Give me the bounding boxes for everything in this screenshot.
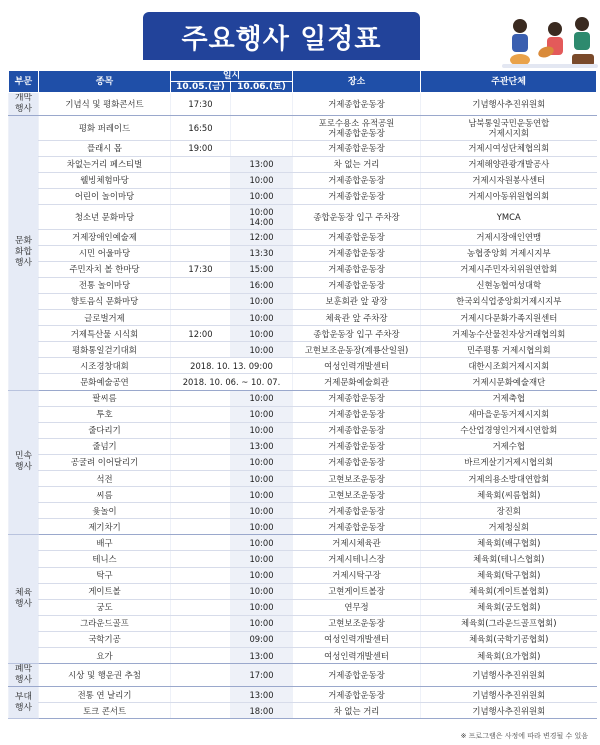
organizer-cell: 거제청실회 [421, 519, 597, 535]
event-schedule-table [8, 70, 597, 719]
venue-cell: 거제종합운동장 [293, 519, 421, 535]
organizer-cell: 바르게살기거제시협의회 [421, 454, 597, 470]
date2-cell: 10:00 [231, 422, 293, 438]
musicians-illustration [500, 14, 600, 74]
organizer-cell: 거제시다문화가족지원센터 [421, 310, 597, 326]
event-cell: 요가 [39, 648, 171, 664]
date1-cell [171, 422, 231, 438]
date1-cell: 12:00 [171, 326, 231, 342]
date2-cell: 10:00 [231, 567, 293, 583]
date2-cell: 10:00 [231, 326, 293, 342]
date2-cell: 17:00 [231, 664, 293, 687]
header-date-1: 10.05.(금) [171, 82, 231, 93]
date2-cell: 10:00 [231, 454, 293, 470]
table-row [9, 277, 597, 293]
venue-cell: 거제종합운동장 [293, 261, 421, 277]
table-row [9, 503, 597, 519]
organizer-cell: 거제시여성단체협의회 [421, 140, 597, 156]
venue-cell: 고현보조운동장 [293, 615, 421, 631]
category-cell: 민속 행사 [9, 390, 39, 535]
table-row [9, 664, 597, 687]
schedule-body [9, 93, 597, 719]
organizer-cell: 농협중앙회 거제시지부 [421, 245, 597, 261]
table-row [9, 422, 597, 438]
event-cell: 투호 [39, 406, 171, 422]
table-row [9, 535, 597, 551]
organizer-cell: YMCA [421, 204, 597, 229]
venue-cell: 보훈회관 앞 광장 [293, 293, 421, 309]
venue-cell: 거제종합운동장 [293, 406, 421, 422]
category-cell: 문화 화합 행사 [9, 116, 39, 391]
date1-cell [171, 293, 231, 309]
venue-cell: 거제문화예술회관 [293, 374, 421, 390]
date1-cell: 19:00 [171, 140, 231, 156]
venue-cell: 거제종합운동장 [293, 390, 421, 406]
table-row [9, 438, 597, 454]
date2-cell: 10:00 [231, 310, 293, 326]
date1-cell [171, 599, 231, 615]
event-cell: 플래시 몹 [39, 140, 171, 156]
organizer-cell: 체육회(그라운드골프협회) [421, 615, 597, 631]
date1-cell [171, 567, 231, 583]
date1-cell [171, 156, 231, 172]
table-row [9, 261, 597, 277]
venue-cell: 거제종합운동장 [293, 422, 421, 438]
event-cell: 팔씨름 [39, 390, 171, 406]
table-row [9, 140, 597, 156]
table-row [9, 631, 597, 647]
table-row [9, 116, 597, 141]
date1-cell [171, 229, 231, 245]
venue-cell: 여성인력개발센터 [293, 358, 421, 374]
footnote: ※ 프로그램은 사정에 따라 변경될 수 있음 [460, 732, 588, 740]
date1-cell [171, 487, 231, 503]
date2-cell: 13:00 [231, 648, 293, 664]
date1-cell [171, 519, 231, 535]
table-row [9, 551, 597, 567]
table-row [9, 519, 597, 535]
venue-cell: 거제종합운동장 [293, 172, 421, 188]
event-cell: 전통 놀이마당 [39, 277, 171, 293]
date1-cell: 17:30 [171, 261, 231, 277]
venue-cell: 종합운동장 입구 주차장 [293, 326, 421, 342]
date1-cell [171, 631, 231, 647]
event-cell: 국학기공 [39, 631, 171, 647]
table-row [9, 374, 597, 390]
table-row [9, 599, 597, 615]
event-cell: 씨름 [39, 487, 171, 503]
event-cell: 석전 [39, 470, 171, 486]
date1-cell [171, 406, 231, 422]
event-cell: 시조경창대회 [39, 358, 171, 374]
date1-cell [171, 454, 231, 470]
date1-cell [171, 310, 231, 326]
venue-cell: 체육관 앞 주차장 [293, 310, 421, 326]
organizer-cell: 거제해양관광개발공사 [421, 156, 597, 172]
category-cell: 부대 행사 [9, 687, 39, 719]
date1-cell [171, 438, 231, 454]
table-row [9, 703, 597, 719]
date1-cell [171, 277, 231, 293]
organizer-cell: 기념행사추진위원회 [421, 687, 597, 703]
date1-cell [171, 188, 231, 204]
header-venue: 장소 [293, 71, 421, 93]
date2-cell: 15:00 [231, 261, 293, 277]
organizer-cell: 체육회(국학기공협회) [421, 631, 597, 647]
venue-cell: 거제종합운동장 [293, 454, 421, 470]
organizer-cell: 기념행사추진위원회 [421, 93, 597, 116]
event-cell: 그라운드골프 [39, 615, 171, 631]
date2-cell: 13:00 [231, 156, 293, 172]
venue-cell: 거제종합운동장 [293, 93, 421, 116]
venue-cell: 종합운동장 입구 주차장 [293, 204, 421, 229]
date2-cell: 10:00 [231, 293, 293, 309]
date1-cell: 17:30 [171, 93, 231, 116]
organizer-cell: 체육회(게이트볼협회) [421, 583, 597, 599]
event-cell: 공굴려 이어달리기 [39, 454, 171, 470]
event-cell: 시상 및 행운권 추첨 [39, 664, 171, 687]
event-cell: 게이트볼 [39, 583, 171, 599]
event-cell: 줄다리기 [39, 422, 171, 438]
date2-cell: 12:00 [231, 229, 293, 245]
venue-cell: 거제종합운동장 [293, 229, 421, 245]
event-cell: 주민자치 볼 한마당 [39, 261, 171, 277]
date2-cell: 10:00 [231, 551, 293, 567]
organizer-cell: 거제농수산물친자상거래협의회 [421, 326, 597, 342]
event-cell: 평화통일걷기대회 [39, 342, 171, 358]
organizer-cell: 거제시자원봉사센터 [421, 172, 597, 188]
event-cell: 평화 퍼레이드 [39, 116, 171, 141]
date1-cell [171, 615, 231, 631]
organizer-cell: 체육회(테니스협회) [421, 551, 597, 567]
table-row [9, 172, 597, 188]
event-cell: 토크 콘서트 [39, 703, 171, 719]
venue-cell: 연무정 [293, 599, 421, 615]
event-cell: 청소년 문화마당 [39, 204, 171, 229]
category-cell: 개막 행사 [9, 93, 39, 116]
venue-cell: 차 없는 거리 [293, 156, 421, 172]
organizer-cell: 체육회(요가협회) [421, 648, 597, 664]
table-row [9, 487, 597, 503]
date1-cell [171, 687, 231, 703]
header-date-2: 10.06.(토) [231, 82, 293, 93]
date2-cell: 16:00 [231, 277, 293, 293]
venue-cell: 고현보조운동장 [293, 487, 421, 503]
venue-cell: 거제시탁구장 [293, 567, 421, 583]
date2-cell: 13:30 [231, 245, 293, 261]
category-cell: 체육 행사 [9, 535, 39, 664]
event-cell: 문화예술공연 [39, 374, 171, 390]
date1-cell [171, 703, 231, 719]
organizer-cell: 체육회(탁구협회) [421, 567, 597, 583]
date2-cell [231, 140, 293, 156]
organizer-cell: 체육회(배구협회) [421, 535, 597, 551]
date2-cell: 18:00 [231, 703, 293, 719]
event-cell: 줄넘기 [39, 438, 171, 454]
date2-cell: 10:00 [231, 342, 293, 358]
event-cell: 차없는거리 페스티벌 [39, 156, 171, 172]
date1-cell [171, 204, 231, 229]
table-row [9, 454, 597, 470]
date2-cell: 10:00 [231, 615, 293, 631]
date2-cell: 10:00 [231, 390, 293, 406]
table-row [9, 342, 597, 358]
venue-cell: 고현게이트볼장 [293, 583, 421, 599]
event-cell: 전통 연 날리기 [39, 687, 171, 703]
header-event: 종목 [39, 71, 171, 93]
organizer-cell: 거제시장애인연맹 [421, 229, 597, 245]
venue-cell: 여성인력개발센터 [293, 631, 421, 647]
date2-cell: 10:00 [231, 172, 293, 188]
event-cell: 기념식 및 평화콘서트 [39, 93, 171, 116]
table-row [9, 229, 597, 245]
table-row [9, 648, 597, 664]
date2-cell: 10:00 [231, 519, 293, 535]
organizer-cell: 거제시문화예술재단 [421, 374, 597, 390]
venue-cell: 포로수용소 유적공원 거제종합운동장 [293, 116, 421, 141]
date1-cell [171, 390, 231, 406]
venue-cell: 거제종합운동장 [293, 664, 421, 687]
date2-cell: 10:00 [231, 188, 293, 204]
organizer-cell: 민주평통 거제시협의회 [421, 342, 597, 358]
venue-cell: 여성인력개발센터 [293, 648, 421, 664]
table-row [9, 390, 597, 406]
date2-cell: 13:00 [231, 438, 293, 454]
date1-cell: 2018. 10. 06. ~ 10. 07. [171, 374, 293, 390]
organizer-cell: 체육회(씨름협회) [421, 487, 597, 503]
venue-cell: 거제종합운동장 [293, 687, 421, 703]
table-row [9, 406, 597, 422]
venue-cell: 거제종합운동장 [293, 140, 421, 156]
event-cell: 배구 [39, 535, 171, 551]
date1-cell [171, 664, 231, 687]
organizer-cell: 새마을운동거제시지회 [421, 406, 597, 422]
date2-cell [231, 93, 293, 116]
date1-cell: 16:50 [171, 116, 231, 141]
organizer-cell: 거제시아동위원협의회 [421, 188, 597, 204]
event-cell: 테니스 [39, 551, 171, 567]
venue-cell: 거제종합운동장 [293, 438, 421, 454]
table-row [9, 326, 597, 342]
date1-cell [171, 245, 231, 261]
date2-cell: 10:00 [231, 599, 293, 615]
table-row [9, 567, 597, 583]
event-cell: 탁구 [39, 567, 171, 583]
date2-cell: 10:00 [231, 406, 293, 422]
table-row [9, 293, 597, 309]
date2-cell: 10:00 [231, 487, 293, 503]
event-cell: 궁도 [39, 599, 171, 615]
event-cell: 향토음식 문화마당 [39, 293, 171, 309]
organizer-cell: 대한시조회거제시지회 [421, 358, 597, 374]
table-row [9, 687, 597, 703]
table-row [9, 188, 597, 204]
event-cell: 어린이 놀이마당 [39, 188, 171, 204]
organizer-cell: 남북통일국민운동연합 거제시지회 [421, 116, 597, 141]
organizer-cell: 수산업경영인거제시연합회 [421, 422, 597, 438]
date1-cell [171, 583, 231, 599]
organizer-cell: 체육회(궁도협회) [421, 599, 597, 615]
date2-cell: 10:00 [231, 470, 293, 486]
event-cell: 시민 어울마당 [39, 245, 171, 261]
table-row [9, 470, 597, 486]
venue-cell: 차 없는 거리 [293, 703, 421, 719]
event-cell: 제기차기 [39, 519, 171, 535]
date2-cell: 10:00 14:00 [231, 204, 293, 229]
venue-cell: 거제종합운동장 [293, 245, 421, 261]
event-cell: 거제특산물 시식회 [39, 326, 171, 342]
category-cell: 폐막 행사 [9, 664, 39, 687]
venue-cell: 거제시체육관 [293, 535, 421, 551]
date1-cell [171, 342, 231, 358]
table-row [9, 93, 597, 116]
organizer-cell: 거제수협 [421, 438, 597, 454]
date2-cell [231, 116, 293, 141]
date1-cell [171, 172, 231, 188]
date1-cell [171, 503, 231, 519]
date2-cell: 10:00 [231, 535, 293, 551]
venue-cell: 거제시테니스장 [293, 551, 421, 567]
venue-cell: 거제종합운동장 [293, 277, 421, 293]
page-title: 주요행사 일정표 [181, 23, 382, 55]
event-cell: 웰빙체험마당 [39, 172, 171, 188]
header-schedule: 일시 [171, 71, 293, 82]
organizer-cell: 기념행사추진위원회 [421, 703, 597, 719]
date2-cell: 10:00 [231, 583, 293, 599]
table-row [9, 156, 597, 172]
table-row [9, 204, 597, 229]
date1-cell: 2018. 10. 13. 09:00 [171, 358, 293, 374]
venue-cell: 거제종합운동장 [293, 503, 421, 519]
date1-cell [171, 535, 231, 551]
organizer-cell: 거제축협 [421, 390, 597, 406]
header-organizer: 주관단체 [421, 71, 597, 93]
table-row [9, 358, 597, 374]
organizer-cell: 거제의용소방대연합회 [421, 470, 597, 486]
venue-cell: 고현보조운동장 [293, 470, 421, 486]
organizer-cell: 기념행사추진위원회 [421, 664, 597, 687]
venue-cell: 고현보조운동장(계룡산일원) [293, 342, 421, 358]
organizer-cell: 한국외식업중앙회거제시지부 [421, 293, 597, 309]
table-row [9, 583, 597, 599]
event-cell: 윷놀이 [39, 503, 171, 519]
venue-cell: 거제종합운동장 [293, 188, 421, 204]
date2-cell: 09:00 [231, 631, 293, 647]
page-title-banner [143, 12, 420, 60]
date1-cell [171, 551, 231, 567]
event-cell: 글로벌거제 [39, 310, 171, 326]
header-category: 부문 [9, 71, 39, 93]
date2-cell: 13:00 [231, 687, 293, 703]
date1-cell [171, 470, 231, 486]
date2-cell: 10:00 [231, 503, 293, 519]
event-cell: 거제장애인예술제 [39, 229, 171, 245]
organizer-cell: 장진회 [421, 503, 597, 519]
table-row [9, 310, 597, 326]
organizer-cell: 거제시주민자치위원연합회 [421, 261, 597, 277]
table-row [9, 615, 597, 631]
organizer-cell: 신현농협여성대학 [421, 277, 597, 293]
table-row [9, 245, 597, 261]
date1-cell [171, 648, 231, 664]
